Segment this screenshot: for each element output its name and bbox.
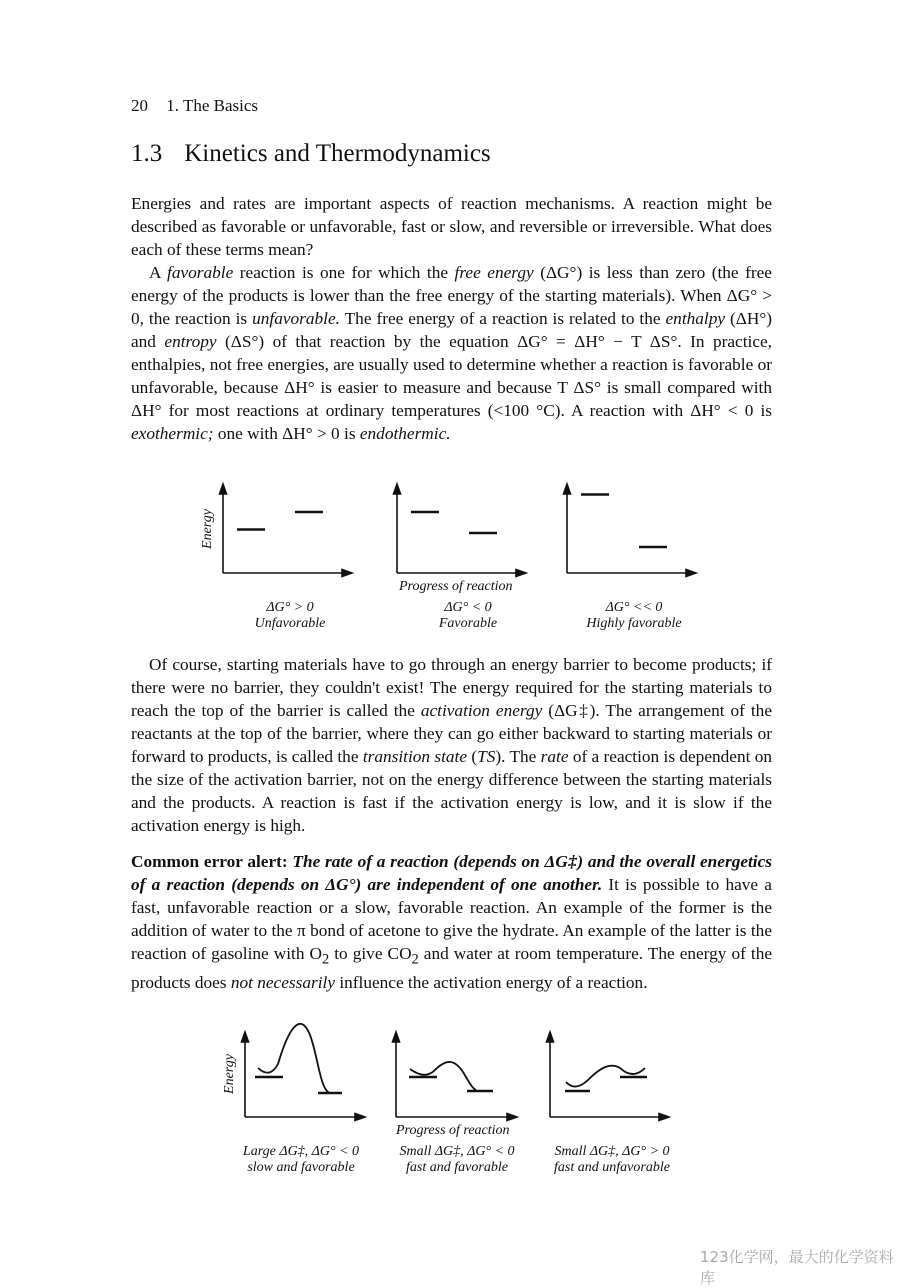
- text-run: It is possible to have a fast, unfavorable reaction or a slow, favorable reaction. An example of the former is the addition of water to the π bond of acetone to give the hydrate. An example of the latter is the reaction of gasoline with O: [131, 875, 772, 963]
- x-axis-arrow: [355, 1114, 365, 1121]
- figure1-x-label: Progress of reaction: [399, 579, 513, 594]
- watermark: 123化学网，最大的化学资料库: [700, 1248, 894, 1287]
- text-run: reaction is one for which the: [233, 263, 455, 282]
- caption-condition: Small ΔG‡, ΔG° > 0: [554, 1144, 670, 1159]
- term-exothermic: exothermic;: [131, 424, 214, 443]
- text-run: and water at room temperature. The energy of the products does: [131, 944, 773, 993]
- term-enthalpy: enthalpy: [665, 309, 726, 328]
- text-run: of a reaction is dependent on the size of the activation barrier, not on the energy difference between the starting materials and the products. A reaction is fast if the activation energy is low, and it is slow if the activation energy is high.: [131, 747, 772, 835]
- caption-label: Highly favorable: [586, 616, 682, 631]
- figure2-caption-3: [532, 1144, 692, 1176]
- subscript: 2: [411, 951, 419, 968]
- x-axis-arrow: [507, 1114, 517, 1121]
- caption-condition: Small ΔG‡, ΔG° < 0: [399, 1144, 515, 1159]
- caption-label: Favorable: [438, 616, 498, 631]
- section-number: 1.3: [131, 140, 163, 167]
- caption-label: slow and favorable: [247, 1160, 355, 1175]
- energy-curve: [258, 1024, 330, 1093]
- term-endothermic: endothermic.: [359, 424, 451, 443]
- term-transition-state: transition state: [362, 747, 468, 766]
- text-run: one with ΔH° > 0 is: [213, 424, 360, 443]
- alert-label: Common error alert:: [131, 852, 288, 871]
- term-activation-energy: activation energy: [420, 701, 543, 720]
- term-free-energy: free energy: [454, 263, 534, 282]
- figure2-caption-1: [221, 1144, 381, 1176]
- section-heading: Kinetics and Thermodynamics: [184, 140, 491, 167]
- text-run: (ΔS°) of that reaction by the equation ΔG° = ΔH° − T ΔS°. In practice, enthalpies, not free energies, are usually used to determine whether a reaction is favorable or unfavorable, because ΔH° is easier to measure and because T ΔS° is small compared with ΔH° for most reactions at ordinary temperatures (<100 °C). A reaction with ΔH° < 0 is: [131, 332, 772, 420]
- caption-label: Unfavorable: [254, 616, 326, 631]
- y-axis-arrow: [242, 1032, 249, 1042]
- paragraph-intro: Energies and rates are important aspects of reaction mechanisms. A reaction might be described as favorable or unfavorable, fast or slow, and reversible or irreversible. What does each of these terms mean?: [131, 194, 772, 259]
- alert-statement: The rate of a reaction (depends on ΔG‡) and the overall energetics of a reaction (depends on ΔG°) are independent of one another.: [131, 852, 772, 894]
- caption-label: fast and unfavorable: [554, 1160, 670, 1175]
- term-favorable: favorable: [167, 263, 234, 282]
- emphasis: not necessarily: [230, 973, 335, 993]
- caption-condition: ΔG° > 0: [266, 600, 314, 615]
- y-axis-arrow: [393, 1032, 400, 1042]
- caption-condition: Large ΔG‡, ΔG° < 0: [242, 1144, 360, 1159]
- text-run: (ΔG‡). The arrangement of the reactants at the top of the barrier, where they can go either backward to starting materials or forward to products, is called the: [131, 701, 772, 766]
- figure2-caption-2: [377, 1144, 537, 1176]
- caption-label: fast and favorable: [406, 1160, 508, 1175]
- text-run: (ΔG°) is less than zero (the free energy of the products is lower than the free energy of the starting materials). When ΔG° > 0, the reaction is: [131, 263, 772, 328]
- chapter-title: 1. The Basics: [166, 96, 259, 115]
- term-ts: TS: [477, 747, 496, 766]
- figure2-x-label: Progress of reaction: [396, 1123, 510, 1138]
- text-run: ). The: [495, 747, 541, 766]
- text-run: A: [149, 263, 168, 282]
- figure1-y-label: Energy: [200, 509, 215, 549]
- y-axis-arrow: [547, 1032, 554, 1042]
- text-run: influence the activation energy of a reaction.: [335, 973, 648, 993]
- page-number: 20: [131, 96, 148, 115]
- caption-condition: ΔG° << 0: [605, 600, 663, 615]
- x-axis-arrow: [659, 1114, 669, 1121]
- term-entropy: entropy: [164, 332, 217, 351]
- term-rate: rate: [540, 747, 569, 766]
- text-run: to give CO: [329, 944, 412, 963]
- figure2-y-label: Energy: [222, 1054, 237, 1094]
- term-unfavorable: unfavorable.: [252, 309, 340, 328]
- subscript: 2: [322, 951, 330, 968]
- caption-condition: ΔG° < 0: [444, 600, 492, 615]
- text-run: (ΔH°) and: [131, 309, 773, 351]
- text-run: Of course, starting materials have to go through an energy barrier to become products; if there were no barrier, they couldn't exist! The energy required for the starting materials to reach the top of the barrier is called the: [131, 655, 772, 720]
- text-run: The free energy of a reaction is related to the: [339, 309, 666, 328]
- text-run: (: [467, 747, 478, 766]
